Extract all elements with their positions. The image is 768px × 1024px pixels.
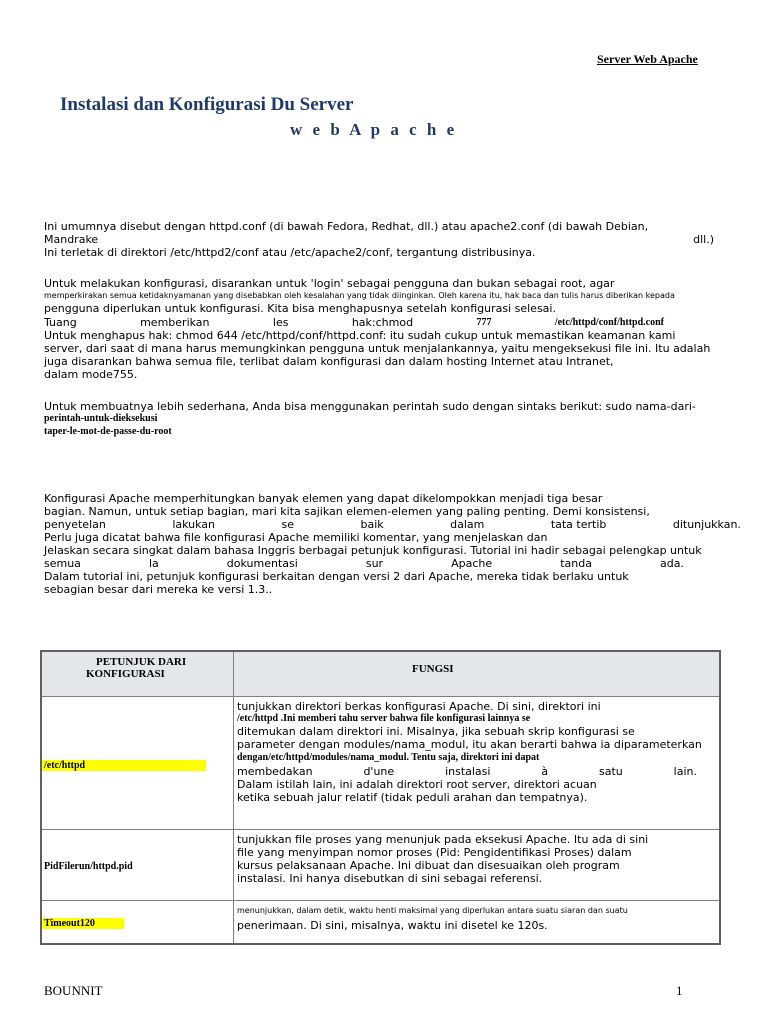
word: satu [599,765,623,778]
running-header: Server Web Apache [597,52,698,66]
paragraph-1-line [44,233,726,246]
function-cell [234,830,721,901]
directive-label: /etc/httpd [42,760,206,771]
paragraph-1-line: Ini terletak di direktori /etc/httpd2/conf atau /etc/apache2/conf, tergantung distribusinya. [44,246,536,259]
paragraph-2-line: juga disarankan bahwa semua file, terlibat dalam konfigurasi dan dalam hosting Internet atau Intranet, [44,355,614,368]
paragraph-4-line [44,518,741,531]
paragraph-4-line: Dalam tutorial ini, petunjuk konfigurasi berkaitan dengan versi 2 dari Apache, mereka tidak berlaku untuk [44,570,629,583]
function-line: Dalam istilah lain, ini adalah direktori root server, direktori acuan [237,778,597,791]
page-number: 1 [676,983,683,998]
paragraph-2-line: pengguna diperlukan untuk konfigurasi. Kita bisa menghapusnya setelah konfigurasi selesai. [44,302,556,315]
word: Mandrake [44,233,99,246]
function-line: kursus pelaksanaan Apache. Ini dibuat dan disesuaikan oleh program [237,859,620,872]
function-line: ditemukan dalam direktori ini. Misalnya, jika sebuah skrip konfigurasi se [237,725,635,738]
paragraph-4 [44,492,741,596]
word: dokumentasi [226,557,298,570]
word: baik [360,518,384,531]
function-line: /etc/httpd .Ini memberi tahu server bahwa file konfigurasi lainnya se [237,713,531,724]
paragraph-4-line: Perlu juga dicatat bahwa file konfigurasi Apache memiliki komentar, yang menjelaskan dan [44,531,548,544]
function-line: tunjukkan direktori berkas konfigurasi Apache. Di sini, direktori ini [237,700,601,713]
paragraph-1 [44,220,726,259]
table-row [41,901,720,945]
directive-cell [41,901,234,945]
paragraph-2-line: dalam mode755. [44,368,138,381]
word: tata tertib [550,518,607,531]
function-cell [234,901,721,945]
function-line: penerimaan. Di sini, misalnya, waktu ini disetel ke 120s. [237,919,548,932]
paragraph-3 [44,400,744,439]
footer-author: BOUNNIT [44,983,103,998]
paragraph-3-line: perintah-untuk-dieksekusi [44,413,158,424]
word: Tuang [44,316,77,329]
paragraph-3-line: Untuk membuatnya lebih sederhana, Anda bisa menggunakan perintah sudo dengan sintaks berikut: sudo nama-dari- [44,400,696,413]
word: dll.) [693,233,714,246]
paragraph-4-line: bagian. Namun, untuk setiap bagian, mari kita sajikan elemen-elemen yang paling penting. Demi konsistensi, [44,505,650,518]
paragraph-2-line: server, dari saat di mana harus memungkinkan pengguna untuk menjalankannya, yaitu mengeksekusi file ini. Itu adalah [44,342,711,355]
word: tanda [560,557,592,570]
word: hak:chmod [351,316,414,329]
header-label-l2: KONFIGURASI [86,668,165,680]
word: penyetelan [44,518,106,531]
paragraph-1-line: Ini umumnya disebut dengan httpd.conf (di bawah Fedora, Redhat, dll.) atau apache2.conf (di bawah Debian, [44,220,649,233]
directive-label: Timeout120 [42,918,124,929]
table-row [41,830,720,901]
function-line: file yang menyimpan nomor proses (Pid: Pengidentifikasi Proses) dalam [237,846,632,859]
paragraph-4-line: sebagian besar dari mereka ke versi 1.3.. [44,583,273,596]
word: semua [44,557,81,570]
configuration-table [40,650,721,945]
word: à [541,765,549,778]
paragraph-2 [44,277,726,381]
function-line [237,765,697,778]
paragraph-3-line: taper-le-mot-de-passe-du-root [44,426,172,437]
paragraph-2-line: memperkirakan semua ketidaknyamanan yang disebabkan oleh kesalahan yang tidak diinginkan. Oleh karena itu, hak baca dan tulis harus diberikan kepada [44,291,675,300]
function-line: dengan/etc/httpd/modules/nama_modul. Tentu saja, direktori ini dapat [237,752,540,763]
word: sur [365,557,384,570]
directive-label: PidFilerun/httpd.pid [44,861,133,872]
paragraph-4-line: Konfigurasi Apache memperhitungkan banyak elemen yang dapat dikelompokkan menjadi tiga besar [44,492,603,505]
table-row [41,697,720,830]
word: lakukan [172,518,216,531]
directive-cell [41,697,234,830]
function-line: parameter dengan modules/nama_modul, itu akan berarti bahwa ia diparameterkan [237,738,702,751]
paragraph-4-line: Jelaskan secara singkat dalam bahasa Inggris berbagai petunjuk konfigurasi. Tutorial ini hadir sebagai pelengkap untuk [44,544,702,557]
header-cell-directive [41,651,234,697]
header-label-l1: PETUNJUK DARI [96,656,187,668]
function-text [237,700,719,804]
document-title: Instalasi dan Konfigurasi Du Server [60,94,354,115]
paragraph-4-line [44,557,684,570]
function-text [237,833,719,885]
table-header-row [41,651,720,697]
function-cell [234,697,721,830]
word: membedakan [237,765,313,778]
function-line: instalasi. Ini hanya disebutkan di sini sebagai referensi. [237,872,543,885]
function-line: tunjukkan file proses yang menunjuk pada eksekusi Apache. Itu ada di sini [237,833,649,846]
word: instalasi [445,765,491,778]
word: ada. [659,557,684,570]
word: 777 [476,317,492,328]
word: dalam [450,518,485,531]
paragraph-2-line: Untuk melakukan konfigurasi, disarankan untuk 'login' sebagai pengguna dan bukan sebagai root, agar [44,277,615,290]
function-line: menunjukkan, dalam detik, waktu henti maksimal yang diperlukan antara suatu siaran dan suatu [237,906,628,915]
word: ditunjukkan. [672,518,741,531]
paragraph-2-line [44,316,664,329]
document-subtitle: w e b A p a c h e [290,120,458,139]
word: memberikan [140,316,210,329]
function-line: ketika sebuah jalur relatif (tidak peduli arahan dan tempatnya). [237,791,588,804]
word: lain. [673,765,697,778]
header-cell-function [234,651,721,697]
word: se [281,518,294,531]
header-label-function: FUNGSI [412,663,454,675]
paragraph-2-line: Untuk menghapus hak: chmod 644 /etc/httpd/conf/httpd.conf: itu sudah cukup untuk memastikan keamanan kami [44,329,676,342]
directive-cell [41,830,234,901]
word: les [272,316,289,329]
word: la [148,557,159,570]
function-text [237,904,719,934]
word: d'une [363,765,395,778]
word: /etc/httpd/conf/httpd.conf [554,317,664,328]
word: Apache [451,557,493,570]
